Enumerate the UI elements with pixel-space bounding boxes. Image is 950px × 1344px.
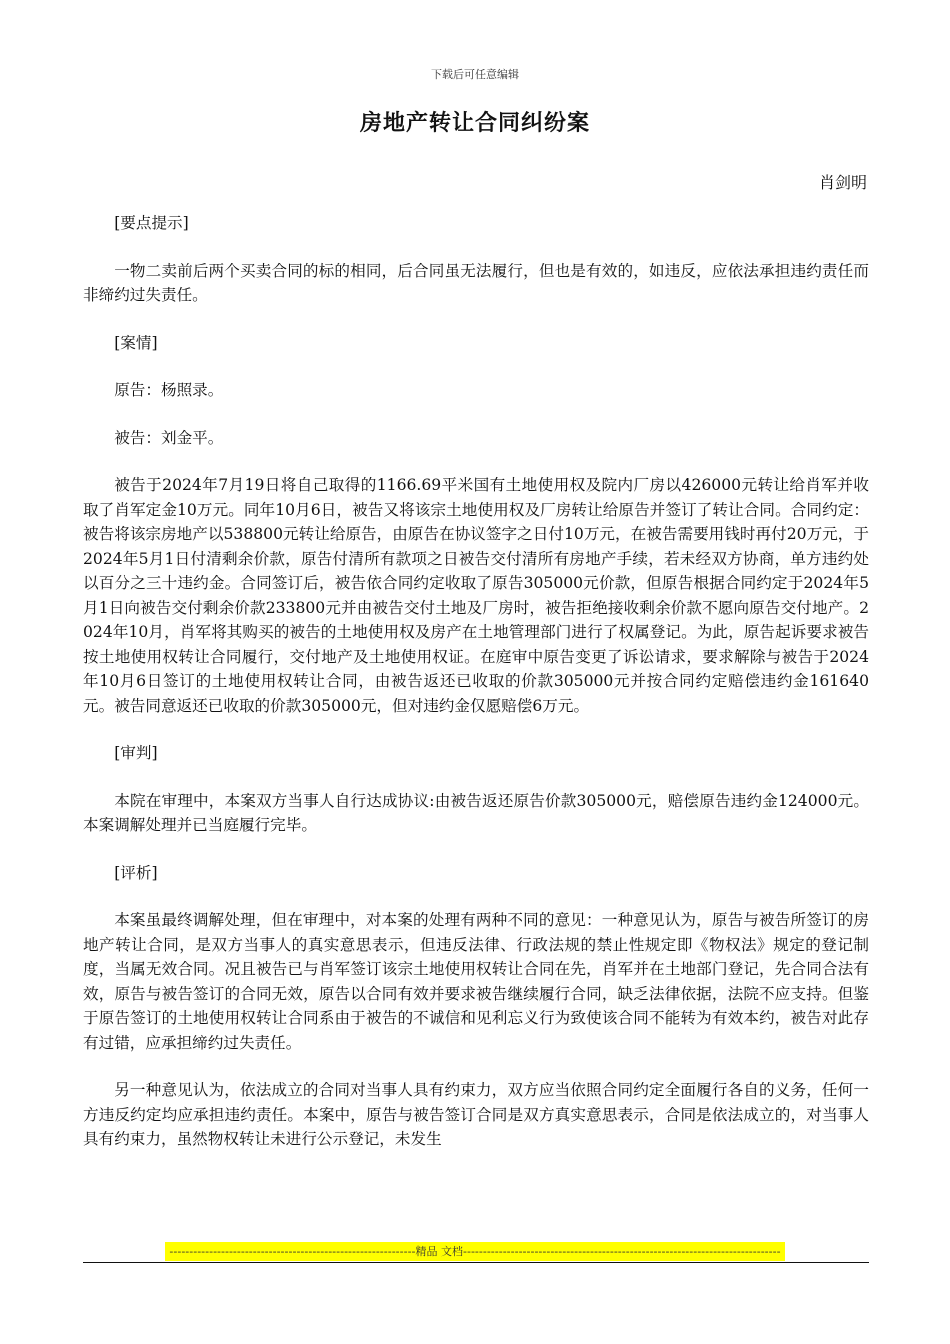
paragraph-judgment: 本院在审理中，本案双方当事人自行达成协议:由被告返还原告价款305000元，赔偿原告违约金124000元。本案调解处理并已当庭履行完毕。 bbox=[83, 791, 869, 834]
paragraph-analysis-first-view: 本案虽最终调解处理，但在审理中，对本案的处理有两种不同的意见：一种意见认为，原告与被告所签订的房地产转让合同，是双方当事人的真实意思表示，但违反法律、行政法规的禁止性规定即《物权法》规定的登记制度，当属无效合同。况且被告已与肖军签订该宗土地使用权转让合同在先，肖军并在土地部门登记，先合同合法有效，原告与被告签订的合同无效，原告以合同有效并要求被告继续履行合同，缺乏法律依据，法院不应支持。但鉴于原告签订的土地使用权转让合同系由于被告的不诚信和见利忘义行为致使该合同不能转为有效本约，被告对此存有过错，应承担缔约过失责任。 bbox=[83, 911, 869, 1052]
document-title: 房地产转让合同纠纷案 bbox=[359, 111, 590, 136]
paragraph-plaintiff: 原告：杨照录。 bbox=[114, 381, 224, 399]
section-heading-judgment: [审判] bbox=[114, 744, 158, 762]
footer-divider bbox=[83, 1262, 869, 1263]
paragraph-defendant: 被告：刘金平。 bbox=[114, 428, 224, 447]
paragraph-analysis-second-view: 另一种意见认为，依法成立的合同对当事人具有约束力，双方应当依照合同约定全面履行各自的义务，任何一方违反约定均应承担违约责任。本案中，原告与被告签订合同是双方真实意思表示，合同是依法成立的，对当事人具有约束力，虽然物权转让未进行公示登记，未发生 bbox=[83, 1081, 869, 1148]
download-note: 下载后可任意编辑 bbox=[431, 68, 519, 81]
author-name: 肖剑明 bbox=[818, 173, 867, 192]
section-heading-case-facts: [案情] bbox=[114, 333, 158, 352]
footer-watermark-band: --------------------------------------------------------------精品 文档-------------------------------------------------------------------------------- bbox=[165, 1242, 785, 1261]
paragraph-case-facts: 被告于2024年7月19日将自己取得的1166.69平米国有土地使用权及院内厂房以426000元转让给肖军并收取了肖军定金10万元。同年10月6日，被告又将该宗土地使用权及厂房转让给原告并签订了转让合同。合同约定：被告将该宗房地产以538800元转让给原告，由原告在协议签字之日付10万元，在被告需要用钱时再付20万元，于2024年5月1日付清剩余价款，原告付清所有款项之日被告交付清所有房地产手续，若未经双方协商，单方违约处以百分之三十违约金。合同签订后，被告依合同约定收取了原告305000元价款，但原告根据合同约定于2024年5月1日向被告交付剩余价款233800元并由被告交付土地及厂房时，被告拒绝接收剩余价款不愿向原告交付地产。2024年10月，肖军将其购买的被告的土地使用权及房产在土地管理部门进行了权属登记。为此，原告起诉要求被告按土地使用权转让合同履行，交付地产及土地使用权证。在庭审中原告变更了诉讼请求，要求解除与被告于2024年10月6日签订的土地使用权转让合同，由被告返还已收取的价款305000元并按合同约定赔偿违约金161640元。被告同意返还已收取的价款305000元，但对违约金仅愿赔偿6万元。 bbox=[83, 476, 869, 715]
section-heading-key-points: [要点提示] bbox=[114, 214, 189, 232]
paragraph-key-points: 一物二卖前后两个买卖合同的标的相同，后合同虽无法履行，但也是有效的，如违反，应依法承担违约责任而非缔约过失责任。 bbox=[83, 261, 869, 304]
document-body bbox=[83, 211, 869, 1175]
section-heading-analysis: [评析] bbox=[114, 863, 158, 882]
